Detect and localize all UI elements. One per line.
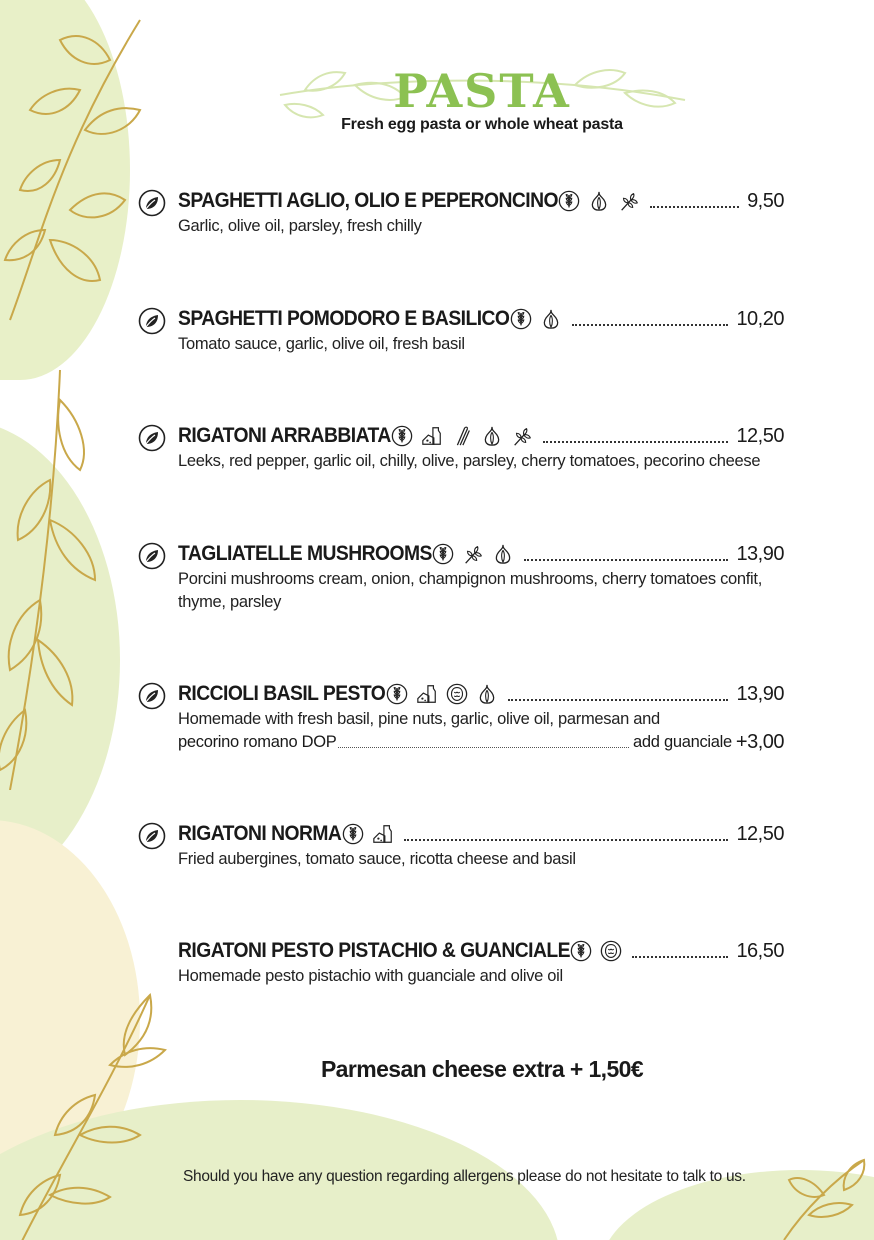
- allergen-icons: [558, 190, 640, 212]
- allergen-icons: [510, 308, 562, 330]
- garlic-icon: [492, 543, 514, 565]
- addon-label: add guanciale: [633, 733, 732, 751]
- menu-item-name: RIGATONI PESTO PISTACHIO & GUANCIALE: [178, 939, 570, 962]
- wheat-icon: [391, 425, 413, 447]
- wheat-icon: [558, 190, 580, 212]
- page-title: PASTA: [393, 64, 571, 118]
- menu-item: [138, 820, 784, 871]
- menu-item-price: 12,50: [736, 822, 784, 845]
- menu-item-price: 13,90: [736, 682, 784, 705]
- vegetarian-icon: [138, 424, 166, 452]
- menu-item-header: [138, 422, 784, 450]
- garlic-icon: [481, 425, 503, 447]
- dot-leader: [650, 194, 739, 208]
- page-subtitle: Fresh egg pasta or whole wheat pasta: [341, 116, 623, 133]
- vegetarian-icon: [138, 307, 166, 335]
- menu-item-name: SPAGHETTI AGLIO, OLIO E PEPERONCINO: [178, 189, 559, 212]
- menu-item-addon-line: [178, 731, 784, 754]
- menu-item: [138, 187, 784, 238]
- menu-item: [138, 540, 784, 614]
- menu-item-header: [138, 937, 784, 965]
- addon-price: +3,00: [735, 731, 784, 753]
- allergen-icons: [386, 683, 498, 705]
- dot-leader: [543, 429, 728, 443]
- menu-header: [0, 64, 874, 134]
- menu-item-description: Tomato sauce, garlic, olive oil, fresh basil: [178, 335, 465, 353]
- menu-item-description: Porcini mushrooms cream, onion, champignon mushrooms, cherry tomatoes confit, thyme, parsley: [178, 570, 762, 611]
- menu-item-name: TAGLIATELLE MUSHROOMS: [178, 542, 432, 565]
- celery-icon: [451, 425, 473, 447]
- dot-leader: [632, 944, 728, 958]
- menu-item-price: 13,90: [736, 542, 784, 565]
- menu-item-name: SPAGHETTI POMODORO E BASILICO: [178, 307, 510, 330]
- menu-item: [138, 937, 784, 988]
- dot-leader: [524, 547, 729, 561]
- allergen-icons: [342, 823, 394, 845]
- menu-item-price: 10,20: [736, 307, 784, 330]
- menu-item-header: [138, 187, 784, 215]
- nuts-icon: [446, 683, 468, 705]
- menu-item-description: Leeks, red pepper, garlic oil, chilly, olive, parsley, cherry tomatoes, pecorino cheese: [178, 452, 761, 470]
- menu-item-header: [138, 820, 784, 848]
- menu-item: [138, 305, 784, 356]
- dot-leader: [508, 687, 729, 701]
- allergen-icons: [432, 543, 514, 565]
- menu-item: [138, 680, 784, 754]
- menu-item-price: 16,50: [736, 939, 784, 962]
- vegetarian-icon: [138, 542, 166, 570]
- menu-item-header: [138, 305, 784, 333]
- menu-item-description: Fried aubergines, tomato sauce, ricotta cheese and basil: [178, 850, 576, 868]
- dot-leader: [338, 747, 629, 748]
- wheat-icon: [432, 543, 454, 565]
- allergen-icons: [391, 425, 533, 447]
- menu-item: [138, 422, 784, 473]
- menu-item-name: RIGATONI ARRABBIATA: [178, 424, 391, 447]
- allergen-footer-note: Should you have any question regarding allergens please do not hesitate to talk to us.: [183, 1168, 746, 1185]
- menu-item-description: Garlic, olive oil, parsley, fresh chilly: [178, 217, 422, 235]
- vegetarian-icon: [138, 822, 166, 850]
- menu-item-price: 12,50: [736, 424, 784, 447]
- menu-item-description: Homemade pesto pistachio with guanciale and olive oil: [178, 967, 563, 985]
- parsley-icon: [511, 425, 533, 447]
- garlic-icon: [540, 308, 562, 330]
- menu-item-description-continued: pecorino romano DOP: [178, 733, 337, 751]
- menu-item-price: 9,50: [747, 189, 784, 212]
- dairy-icon: [416, 683, 438, 705]
- vegetarian-icon: [138, 189, 166, 217]
- dot-leader: [572, 312, 729, 326]
- dairy-icon: [372, 823, 394, 845]
- menu-item-name: RIGATONI NORMA: [178, 822, 342, 845]
- extra-note: Parmesan cheese extra + 1,50€: [320, 1056, 644, 1082]
- wheat-icon: [510, 308, 532, 330]
- menu-item-name: RICCIOLI BASIL PESTO: [178, 682, 386, 705]
- menu-item-description: Homemade with fresh basil, pine nuts, garlic, olive oil, parmesan and: [178, 710, 660, 728]
- dot-leader: [404, 827, 729, 841]
- menu-item-header: [138, 540, 784, 568]
- allergen-icons: [570, 940, 622, 962]
- parsley-icon: [462, 543, 484, 565]
- garlic-icon: [476, 683, 498, 705]
- wheat-icon: [386, 683, 408, 705]
- wheat-icon: [342, 823, 364, 845]
- vegetarian-icon: [138, 682, 166, 710]
- dairy-icon: [421, 425, 443, 447]
- nuts-icon: [600, 940, 622, 962]
- parsley-icon: [618, 190, 640, 212]
- menu-item-header: [138, 680, 784, 708]
- wheat-icon: [570, 940, 592, 962]
- garlic-icon: [588, 190, 610, 212]
